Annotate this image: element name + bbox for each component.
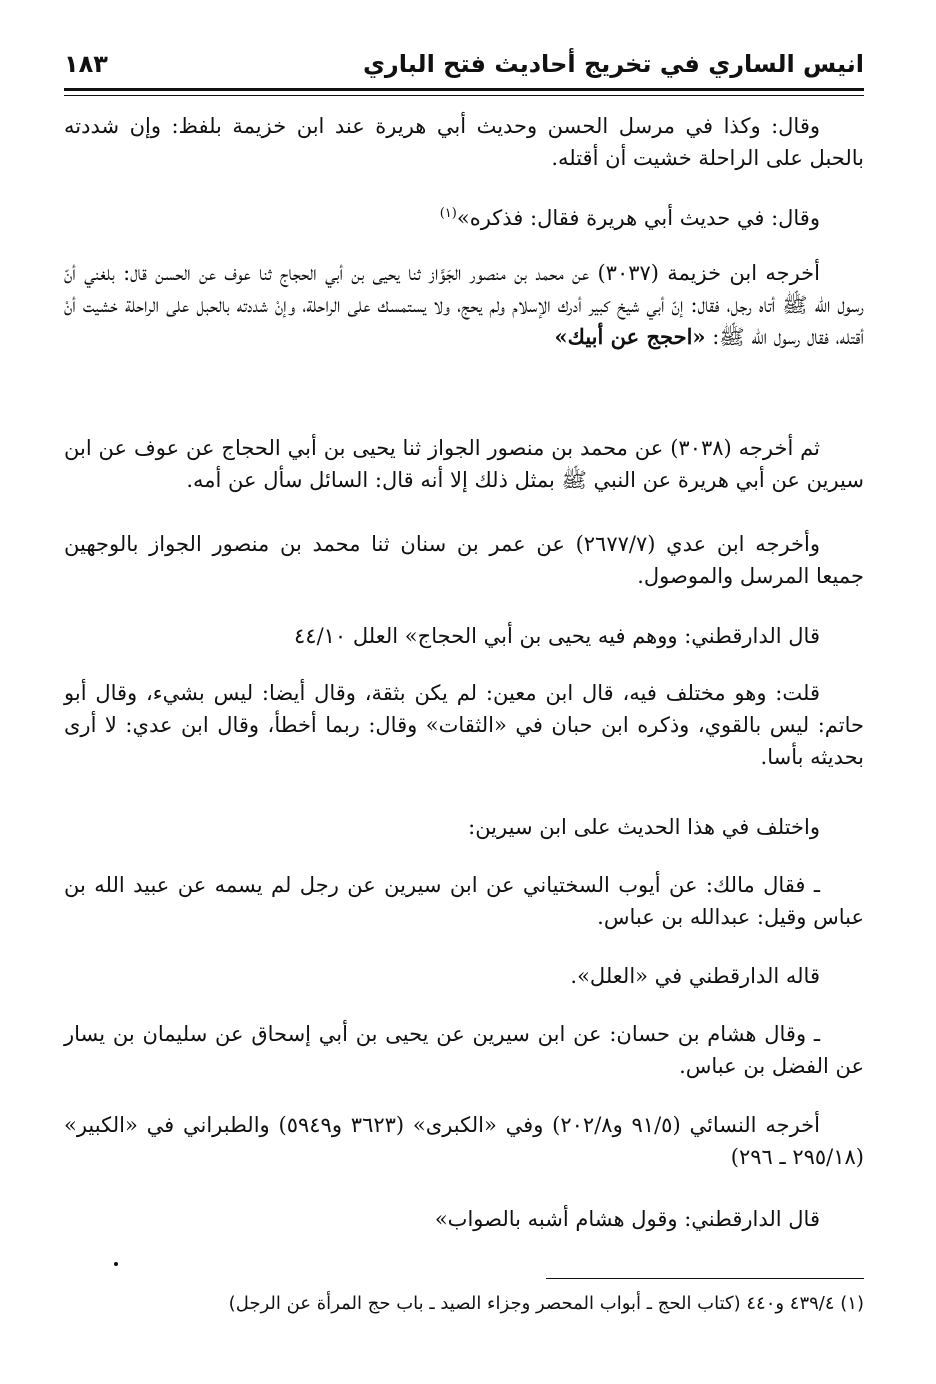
running-header <box>64 50 864 82</box>
paragraph-13 <box>64 1203 864 1235</box>
paragraph-10 <box>64 960 864 992</box>
paragraph-text: واختلف في هذا الحديث على ابن سيرين: <box>468 815 820 839</box>
footnote-text: (١) ٤٣٩/٤ و٤٤٠ (كتاب الحج ـ أبواب المحصر وجزاء الصيد ـ باب حج المرأة عن الرجل) <box>228 1293 864 1314</box>
header-rule-thin <box>64 95 864 96</box>
paragraph-text: قلت: وهو مختلف فيه، قال ابن معين: لم يكن بثقة، وقال أيضا: ليس بشيء، وقال أبو حاتم: ليس بالقوي، وذكره ابن حبان في «الثقات» وقال: ربما أخطأ، وقال ابن عدي: لا أرى بحديثه بأسا. <box>64 681 864 769</box>
book-title: انيس الساري في تخريج أحاديث فتح الباري <box>362 50 864 78</box>
header-rule-thick <box>64 88 864 91</box>
paragraph-text: وأخرجه ابن عدي (٢٦٧٧/٧) عن عمر بن سنان ثنا محمد بن منصور الجواز بالوجهين جميعا المرسل والموصول. <box>64 532 864 588</box>
paragraph-text: ثم أخرجه (٣٠٣٨) عن محمد بن منصور الجواز ثنا يحيى بن أبي الحجاج عن عوف عن ابن سيرين عن أبي هريرة عن النبي ﷺ بمثل ذلك إلا أنه قال: السائل سأل عن أمه. <box>64 436 864 492</box>
paragraph-4 <box>64 432 864 496</box>
paragraph-6 <box>64 620 864 652</box>
footnote-ref: (١) <box>439 206 457 221</box>
paragraph-text: وقال: في حديث أبي هريرة فقال: فذكره» <box>456 206 820 230</box>
footnote-rule <box>546 1278 864 1279</box>
paragraph-1 <box>64 110 864 174</box>
paragraph-5 <box>64 528 864 592</box>
paragraph-text: ـ وقال هشام بن حسان: عن ابن سيرين عن يحيى بن أبي إسحاق عن سليمان بن يسار عن الفضل بن عباس. <box>64 1022 864 1078</box>
paragraph-text: قاله الدارقطني في «العلل». <box>570 964 820 988</box>
footnote <box>64 1290 864 1318</box>
paragraph-3 <box>64 257 864 353</box>
ink-dot <box>114 1262 118 1266</box>
bold-quote: «احجج عن أبيك» <box>554 324 706 349</box>
paragraph-text: ـ فقال مالك: عن أيوب السختياني عن ابن سيرين عن رجل لم يسمه عن عبيد الله بن عباس وقيل: عبدالله بن عباس. <box>64 873 864 929</box>
paragraph-text: أخرجه ابن خزيمة (٣٠٣٧) عن محمد بن منصور الجَوَّاز ثنا يحيى بن أبي الحجاج ثنا عوف عن الحسن قال: بلغني أنّ رسول الله ﷺ أتاه رجل، فقال: إنّ أبي شيخ كبير أدرك الإسلام ولم يحج، ولا يستمسك على الراحلة، وإنْ شددته بالحبل على الراحلة خشيت أنْ أقتله، فقال رسول الله ﷺ: <box>64 261 864 349</box>
paragraph-8 <box>64 811 864 843</box>
paragraph-12 <box>64 1109 864 1173</box>
paragraph-2 <box>64 198 864 234</box>
paragraph-7 <box>64 677 864 773</box>
paragraph-11 <box>64 1018 864 1082</box>
paragraph-text: قال الدارقطني: وقول هشام أشبه بالصواب» <box>434 1207 820 1231</box>
page-number: ١٨٣ <box>64 50 108 78</box>
paragraph-text: وقال: وكذا في مرسل الحسن وحديث أبي هريرة عند ابن خزيمة بلفظ: وإن شددته بالحبل على الراحلة خشيت أن أقتله. <box>64 114 864 170</box>
paragraph-9 <box>64 869 864 933</box>
paragraph-text: قال الدارقطني: ووهم فيه يحيى بن أبي الحجاج» العلل ٤٤/١٠ <box>294 624 820 648</box>
paragraph-text: أخرجه النسائي (٩١/٥ و٢٠٢/٨) وفي «الكبرى» (٣٦٢٣ و٥٩٤٩) والطبراني في «الكبير» (٢٩٥/١٨ ـ ٢٩٦) <box>64 1113 864 1169</box>
